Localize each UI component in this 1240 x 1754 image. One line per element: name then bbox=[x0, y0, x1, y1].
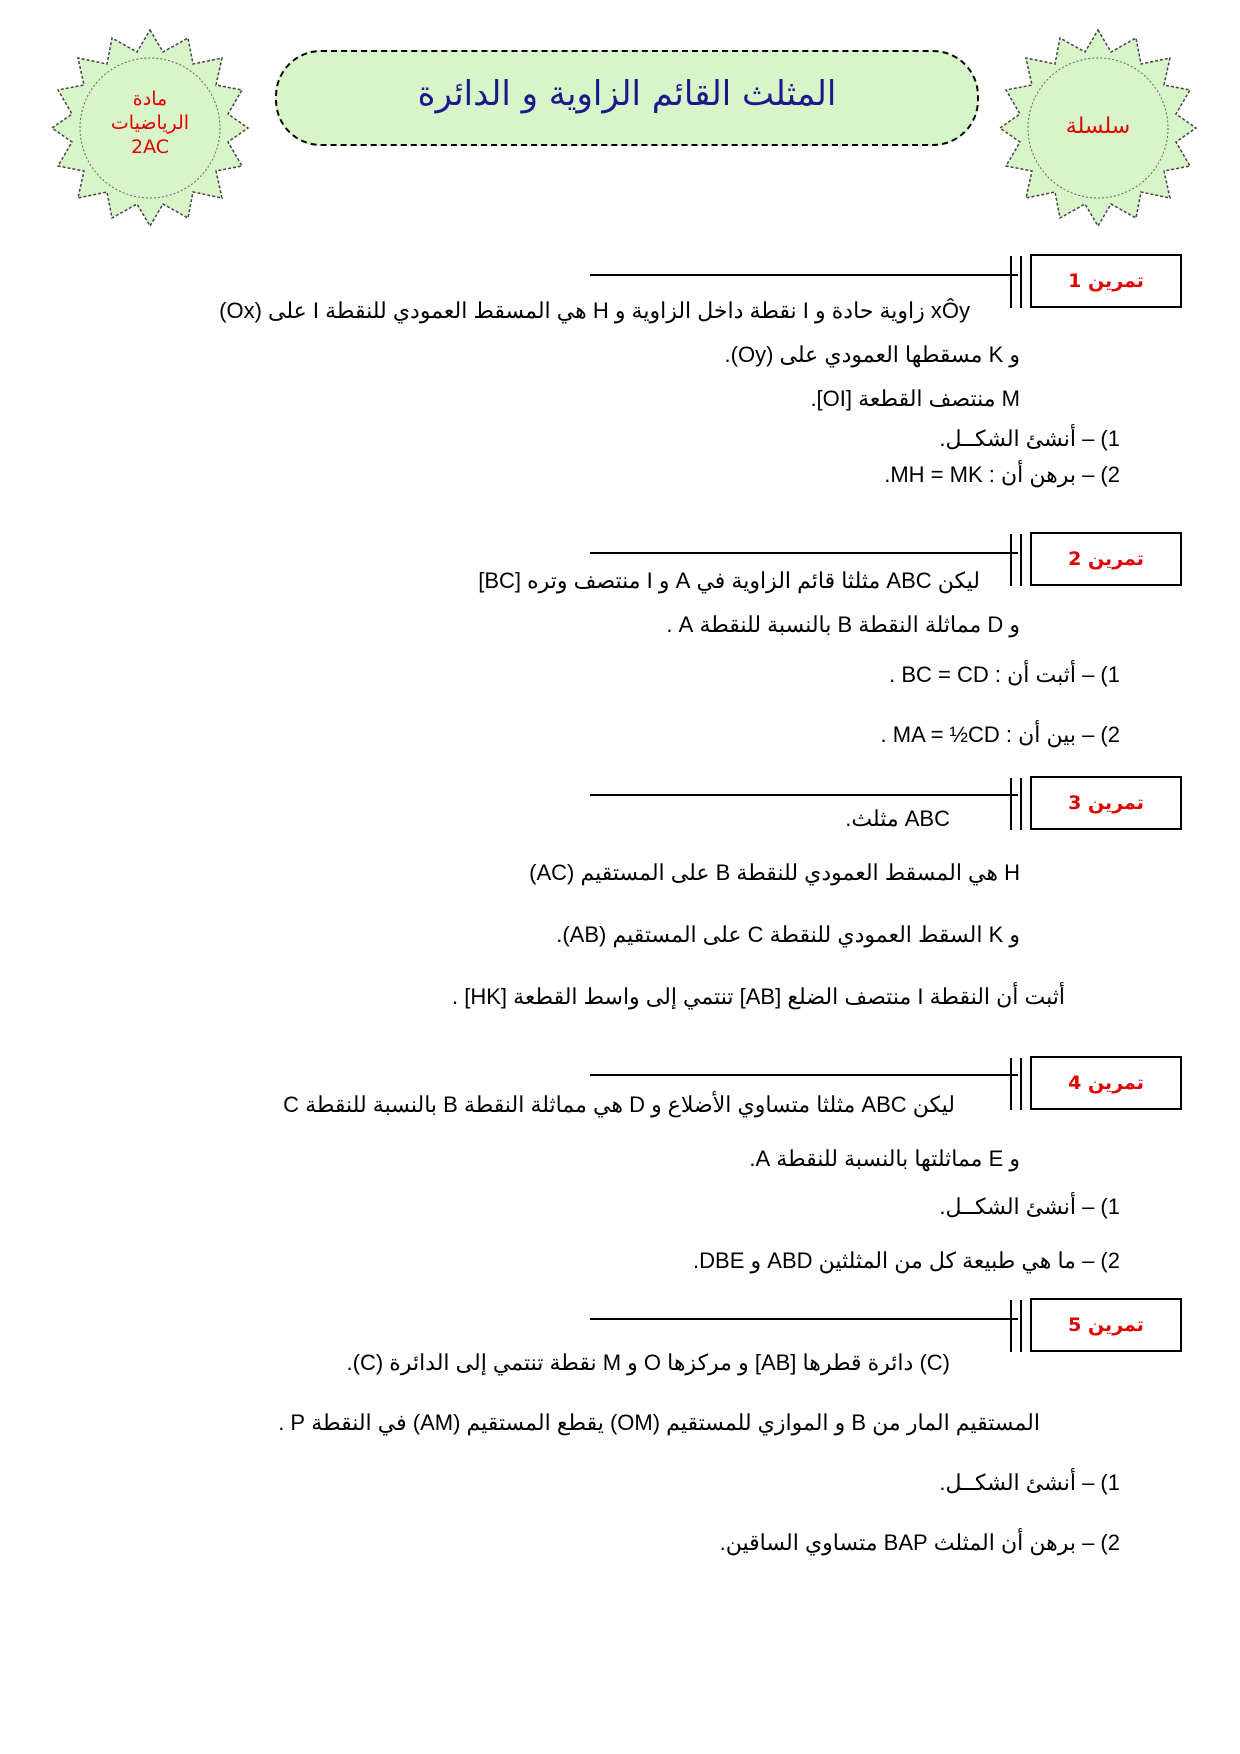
badge-line-2: الرياضيات bbox=[110, 112, 190, 134]
ex3-line-4: أثبت أن النقطة I منتصف الضلع [AB] تنتمي إلى واسط القطعة [HK] . bbox=[451, 984, 1065, 1009]
ex3-line-2: H هي المسقط العمودي للنقطة B على المستقيم (AC) bbox=[529, 860, 1020, 885]
ex4-line-2: و E مماثلتها بالنسبة للنقطة A. bbox=[749, 1146, 1020, 1171]
exercise-rule bbox=[590, 1074, 1018, 1076]
exercise-2-label: تمرين 2 bbox=[1030, 532, 1182, 586]
ex1-line-3: M منتصف القطعة [OI]. bbox=[810, 386, 1020, 411]
ex1-line-5: 2) – برهن أن : MH = MK. bbox=[884, 462, 1120, 487]
ex5-line-3: 1) – أنشئ الشكــل. bbox=[939, 1470, 1120, 1495]
series-label: سلسلة bbox=[1065, 114, 1131, 139]
exercise-bar bbox=[1020, 1058, 1022, 1110]
badge-line-1: مادة bbox=[132, 88, 168, 110]
ex5-line-2: المستقيم المار من B و الموازي للمستقيم (OM) يقطع المستقيم (AM) في النقطة P . bbox=[278, 1410, 1040, 1435]
ex3-line-3: و K السقط العمودي للنقطة C على المستقيم (AB). bbox=[556, 922, 1020, 947]
exercise-rule bbox=[590, 794, 1018, 796]
ex5-line-1: (C) دائرة قطرها [AB] و مركزها O و M نقطة تنتمي إلى الدائرة (C). bbox=[346, 1350, 950, 1375]
exercise-4-label: تمرين 4 bbox=[1030, 1056, 1182, 1110]
ex2-line-2: و D مماثلة النقطة B بالنسبة للنقطة A . bbox=[666, 612, 1020, 637]
exercise-bar bbox=[1010, 1058, 1012, 1110]
ex4-line-4: 2) – ما هي طبيعة كل من المثلثين ABD و DBE. bbox=[693, 1248, 1120, 1273]
ex4-line-1: ليكن ABC مثلثا متساوي الأضلاع و D هي مماثلة النقطة B بالنسبة للنقطة C bbox=[283, 1092, 955, 1117]
series-badge bbox=[998, 28, 1198, 228]
ex3-line-1: ABC مثلث. bbox=[845, 806, 950, 831]
exercise-rule bbox=[590, 274, 1018, 276]
page-title-box bbox=[275, 50, 979, 146]
exercise-3-label: تمرين 3 bbox=[1030, 776, 1182, 830]
exercise-bar bbox=[1010, 534, 1012, 586]
page-title: المثلث القائم الزاوية و الدائرة bbox=[417, 74, 837, 114]
exercise-bar bbox=[1020, 534, 1022, 586]
exercise-bar bbox=[1010, 778, 1012, 830]
exercise-bar bbox=[1020, 778, 1022, 830]
ex4-line-3: 1) – أنشئ الشكــل. bbox=[939, 1194, 1120, 1219]
exercise-1-label: تمرين 1 bbox=[1030, 254, 1182, 308]
exercise-bar bbox=[1010, 1300, 1012, 1352]
exercise-5-label: تمرين 5 bbox=[1030, 1298, 1182, 1352]
ex1-line-1: xÔy زاوية حادة و I نقطة داخل الزاوية و H هي المسقط العمودي للنقطة I على (Ox) bbox=[219, 298, 970, 323]
badge-line-3: 2AC bbox=[130, 136, 170, 158]
ex1-line-4: 1) – أنشئ الشكــل. bbox=[939, 426, 1120, 451]
ex2-line-3: 1) – أثبت أن : BC = CD . bbox=[889, 662, 1120, 687]
exercise-bar bbox=[1020, 256, 1022, 308]
exercise-rule bbox=[590, 1318, 1018, 1320]
ex2-line-1: ليكن ABC مثلثا قائم الزاوية في A و I منتصف وتره [BC] bbox=[478, 568, 980, 593]
ex5-line-4: 2) – برهن أن المثلث BAP متساوي الساقين. bbox=[719, 1530, 1120, 1555]
subject-badge bbox=[50, 28, 250, 228]
ex2-line-4: 2) – بين أن : MA = ½CD . bbox=[880, 722, 1120, 747]
exercise-bar bbox=[1020, 1300, 1022, 1352]
exercise-rule bbox=[590, 552, 1018, 554]
ex1-line-2: و K مسقطها العمودي على (Oy). bbox=[724, 342, 1020, 367]
exercise-bar bbox=[1010, 256, 1012, 308]
